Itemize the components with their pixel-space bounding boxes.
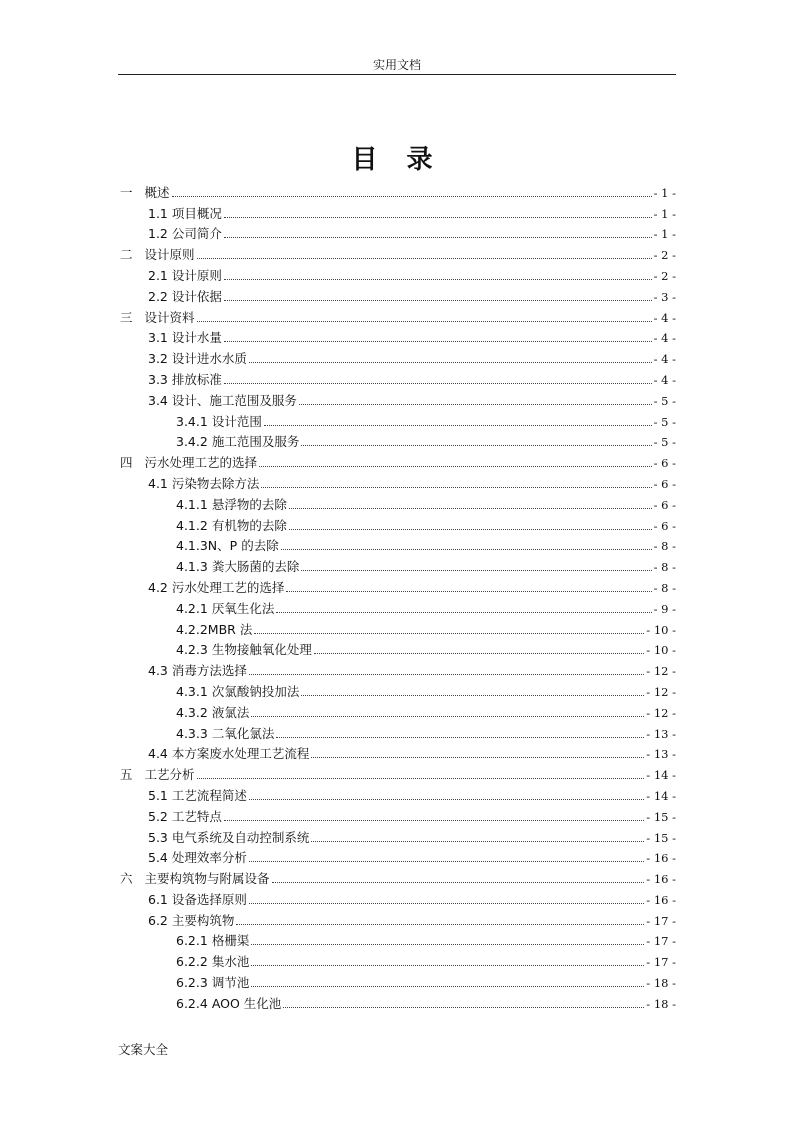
toc-entry[interactable] [118,596,676,617]
toc-page-number: - 10 - [646,622,676,637]
toc-entry-number: 5.3 [148,829,168,845]
toc-page-number: - 6 - [653,497,676,512]
toc-entry-number: 3.4.1 [176,413,208,429]
toc-entry-number: 5.1 [148,787,168,803]
toc-entry-title: 设计依据 [171,288,222,304]
toc-page-number: - 8 - [653,580,676,595]
toc-entry[interactable] [118,222,676,243]
toc-page-number: - 16 - [646,892,676,907]
toc-dot-leader [249,362,652,363]
toc-page-number: - 5 - [653,393,676,408]
table-of-contents [118,180,676,1012]
toc-entry-title: 工艺特点 [171,808,222,824]
toc-entry[interactable] [118,866,676,887]
toc-dot-leader [283,1007,644,1008]
toc-entry-title: 粪大肠菌的去除 [211,559,300,575]
toc-entry-number: 4.4 [148,746,168,762]
toc-entry[interactable] [118,929,676,950]
toc-entry-number: 三 [120,309,133,325]
toc-page-number: - 5 - [653,435,676,450]
toc-entry[interactable] [118,284,676,305]
toc-page-number: - 13 - [646,747,676,762]
toc-page-number: - 4 - [653,331,676,346]
toc-entry[interactable] [118,638,676,659]
toc-dot-leader [172,196,652,197]
toc-page-number: - 4 - [653,372,676,387]
toc-entry[interactable] [118,471,676,492]
toc-entry-title: 悬浮物的去除 [211,496,287,512]
toc-dot-leader [289,529,652,530]
toc-entry-title: 设计原则 [171,267,222,283]
toc-entry-number: 六 [120,871,133,887]
toc-entry-number: 4.2.2MBR [176,621,236,637]
toc-entry-number: 4.1.3 [176,559,208,575]
toc-page-number: - 4 - [653,352,676,367]
toc-dot-leader [301,445,651,446]
toc-entry[interactable] [118,700,676,721]
toc-entry-title: 处理效率分析 [171,850,247,866]
toc-page-number: - 1 - [653,227,676,242]
toc-entry[interactable] [118,762,676,783]
toc-entry-title: 设计原则 [144,247,195,263]
toc-entry-number: 6.1 [148,891,168,907]
toc-dot-leader [251,965,644,966]
toc-dot-leader [197,778,645,779]
toc-entry-title: 设计、施工范围及服务 [171,392,297,408]
toc-dot-leader [249,861,644,862]
toc-entry-title: 设备选择原则 [171,891,247,907]
toc-entry-number: 3.2 [148,351,168,367]
toc-dot-leader [254,633,644,634]
toc-entry-number: 3.1 [148,330,168,346]
toc-entry[interactable] [118,513,676,534]
toc-page-number: - 16 - [646,872,676,887]
toc-dot-leader [224,383,652,384]
toc-page-number: - 10 - [646,643,676,658]
toc-page-number: - 8 - [653,539,676,554]
page-footer: 文案大全 [118,1042,169,1057]
toc-dot-leader [236,924,644,925]
toc-entry-number: 4.1.3N、P [176,538,238,554]
toc-dot-leader [197,258,652,259]
toc-dot-leader [311,841,644,842]
toc-dot-leader [301,570,651,571]
toc-entry-number: 6.2.2 [176,954,208,970]
toc-page-number: - 6 - [653,518,676,533]
toc-dot-leader [224,820,644,821]
toc-entry-number: 1.1 [148,205,168,221]
toc-entry-number: 4.3.2 [176,704,208,720]
toc-entry[interactable] [118,658,676,679]
toc-entry-number: 6.2.3 [176,975,208,991]
toc-entry-number: 4.1.2 [176,517,208,533]
toc-entry[interactable] [118,326,676,347]
toc-entry[interactable] [118,783,676,804]
toc-entry-title: 污染物去除方法 [171,475,260,491]
toc-page-number: - 2 - [653,268,676,283]
toc-entry-title: 概述 [144,184,170,200]
toc-entry-title: 工艺流程简述 [171,787,247,803]
toc-dot-leader [299,404,652,405]
toc-entry[interactable] [118,492,676,513]
toc-entry[interactable] [118,887,676,908]
toc-entry-title: 本方案废水处理工艺流程 [171,746,310,762]
toc-dot-leader [281,549,652,550]
toc-entry-title: 公司简介 [171,226,222,242]
toc-page-number: - 4 - [653,310,676,325]
toc-entry-title: 设计水量 [171,330,222,346]
toc-entry-title: 格栅渠 [211,933,250,949]
toc-entry-number: 4.1.1 [176,496,208,512]
toc-entry-number: 2.1 [148,267,168,283]
toc-entry-number: 2.2 [148,288,168,304]
toc-dot-leader [249,799,644,800]
toc-dot-leader [259,466,652,467]
toc-entry[interactable] [118,263,676,284]
toc-page-number: - 15 - [646,809,676,824]
toc-entry[interactable] [118,367,676,388]
toc-entry[interactable] [118,242,676,263]
toc-entry-number: 6.2 [148,912,168,928]
toc-entry[interactable] [118,679,676,700]
toc-entry[interactable] [118,908,676,929]
toc-entry-number: 一 [120,184,133,200]
toc-entry[interactable] [118,534,676,555]
toc-entry[interactable] [118,409,676,430]
toc-entry-title: 有机物的去除 [211,517,287,533]
toc-entry-number: 3.3 [148,371,168,387]
toc-entry-title: 集水池 [211,954,250,970]
toc-entry[interactable] [118,554,676,575]
toc-page-number: - 16 - [646,851,676,866]
toc-title: 目 录 [351,145,443,175]
toc-page-number: - 13 - [646,726,676,741]
toc-entry-number: 四 [120,455,133,471]
toc-entry-title: 二氧化氯法 [211,725,275,741]
toc-page-number: - 9 - [653,601,676,616]
toc-dot-leader [251,944,644,945]
toc-page-number: - 18 - [646,996,676,1011]
toc-entry-number: 五 [120,767,133,783]
toc-entry-title: 主要构筑物 [171,912,235,928]
toc-page-number: - 6 - [653,476,676,491]
toc-entry-title: 工艺分析 [144,767,195,783]
toc-entry-title: 设计范围 [211,413,262,429]
toc-entry-title: 污水处理工艺的选择 [144,455,258,471]
toc-entry-title: 设计资料 [144,309,195,325]
toc-page-number: - 17 - [646,913,676,928]
toc-entry[interactable] [118,804,676,825]
toc-dot-leader [251,716,644,717]
toc-page-number: - 14 - [646,788,676,803]
toc-entry-title: 电气系统及自动控制系统 [171,829,310,845]
toc-entry-title: 主要构筑物与附属设备 [144,871,270,887]
toc-entry[interactable] [118,305,676,326]
toc-page-number: - 18 - [646,976,676,991]
toc-dot-leader [224,279,652,280]
toc-page-number: - 6 - [653,456,676,471]
toc-dot-leader [286,591,651,592]
toc-entry-title: 的去除 [241,538,279,554]
toc-dot-leader [311,757,644,758]
toc-dot-leader [249,903,644,904]
toc-entry-title: 排放标准 [171,371,222,387]
toc-entry[interactable] [118,346,676,367]
toc-dot-leader [197,321,652,322]
toc-dot-leader [301,695,644,696]
toc-entry-title: 液氯法 [211,704,250,720]
toc-page-number: - 12 - [646,705,676,720]
toc-dot-leader [276,737,644,738]
toc-entry[interactable] [118,430,676,451]
toc-dot-leader [224,341,652,342]
toc-entry[interactable] [118,617,676,638]
toc-entry-number: 4.3 [148,663,168,679]
toc-page-number: - 8 - [653,560,676,575]
toc-dot-leader [261,487,651,488]
toc-dot-leader [224,300,652,301]
toc-page-number: - 14 - [646,768,676,783]
toc-page-number: - 1 - [653,206,676,221]
toc-page-number: - 12 - [646,664,676,679]
toc-dot-leader [289,508,652,509]
toc-dot-leader [224,237,652,238]
toc-entry-title: AOO 生化池 [211,995,282,1011]
toc-entry-number: 4.2.1 [176,600,208,616]
toc-entry-number: 3.4.2 [176,434,208,450]
toc-page-number: - 1 - [653,185,676,200]
toc-entry[interactable] [118,575,676,596]
toc-entry[interactable] [118,201,676,222]
toc-entry-number: 4.3.3 [176,725,208,741]
toc-entry-number: 二 [120,247,133,263]
toc-entry-title: 施工范围及服务 [211,434,300,450]
toc-entry[interactable] [118,949,676,970]
toc-entry-title: 生物接触氧化处理 [211,642,312,658]
toc-entry-number: 4.2.3 [176,642,208,658]
toc-entry-title: 厌氧生化法 [211,600,275,616]
toc-entry-title: 次氯酸钠投加法 [211,683,300,699]
toc-entry-number: 4.1 [148,475,168,491]
toc-page-number: - 17 - [646,955,676,970]
header-rule [118,74,676,75]
toc-entry-number: 3.4 [148,392,168,408]
toc-entry-number: 6.2.1 [176,933,208,949]
toc-entry[interactable] [118,388,676,409]
toc-dot-leader [264,425,652,426]
toc-entry-number: 4.2 [148,579,168,595]
toc-dot-leader [314,653,644,654]
toc-entry[interactable] [118,450,676,471]
toc-dot-leader [276,612,651,613]
toc-entry-number: 4.3.1 [176,683,208,699]
toc-page-number: - 3 - [653,289,676,304]
toc-entry[interactable] [118,970,676,991]
toc-entry[interactable] [118,742,676,763]
toc-entry[interactable] [118,846,676,867]
toc-entry-title: 法 [239,621,253,637]
toc-entry-title: 消毒方法选择 [171,663,247,679]
toc-entry-number: 1.2 [148,226,168,242]
toc-entry[interactable] [118,991,676,1012]
toc-page-number: - 17 - [646,934,676,949]
toc-entry[interactable] [118,180,676,201]
toc-dot-leader [224,217,652,218]
toc-page-number: - 15 - [646,830,676,845]
toc-page-number: - 12 - [646,684,676,699]
toc-entry-number: 6.2.4 [176,995,208,1011]
toc-entry-title: 调节池 [211,975,250,991]
toc-dot-leader [249,674,644,675]
toc-entry[interactable] [118,825,676,846]
toc-page-number: - 5 - [653,414,676,429]
toc-dot-leader [251,986,644,987]
toc-page-number: - 2 - [653,248,676,263]
toc-entry-title: 设计进水水质 [171,351,247,367]
toc-entry-title: 污水处理工艺的选择 [171,579,285,595]
toc-entry[interactable] [118,721,676,742]
page-header: 实用文档 [372,58,421,72]
toc-entry-number: 5.4 [148,850,168,866]
toc-entry-number: 5.2 [148,808,168,824]
toc-dot-leader [272,882,645,883]
toc-entry-title: 项目概况 [171,205,222,221]
